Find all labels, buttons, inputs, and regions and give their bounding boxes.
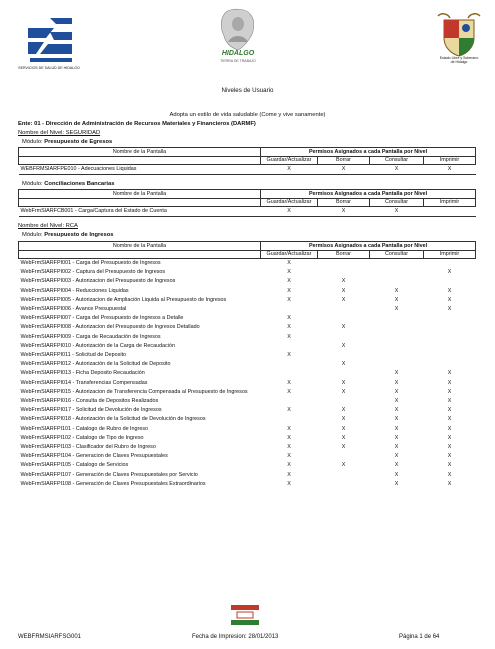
perm-imprimir: [424, 277, 476, 286]
perm-imprimir: [424, 333, 476, 342]
column-header-permissions: Permisos Asignados a cada Pantalla por Nivel: [261, 148, 476, 157]
table-row: [19, 342, 476, 351]
state-logo-text-line-2: de Hidalgo: [450, 60, 468, 65]
perm-guardar: X: [261, 207, 318, 217]
perm-imprimir: X: [447, 296, 452, 303]
perm-imprimir: X: [447, 471, 452, 478]
screen-name: WebFrmSIARFPI001 - Carga del Presupuesto de Ingresos: [20, 260, 161, 266]
perm-guardar: [261, 360, 318, 369]
screen-name: WebFrmSIARFPI005 - Autorizacion de Ampliación Liquida al Presupuesto de Ingresos: [20, 296, 227, 303]
screen-name: WebFrmSIARFPI011 - Solicitud de Deposito: [20, 352, 127, 359]
screen-name: WebFrmSIARFPI004 - Reducciones Liquidas: [20, 287, 129, 294]
perm-guardar: [261, 415, 318, 424]
screen-name: WebFrmSIARFPI107 - Generación de Claves Presupuestales por Servicio: [20, 471, 198, 478]
perm-guardar: X: [287, 315, 291, 322]
state-coat-of-arms-logo: [436, 12, 482, 58]
screen-name: WebFrmSIARFPI017 - Solicitud de Devolución de Ingresos: [20, 407, 162, 414]
footer-emblem-icon: [227, 603, 263, 627]
screen-name: WebFrmSIARFPI105 - Catalogo de Servicios: [20, 462, 129, 469]
perm-borrar: X: [318, 165, 370, 175]
module-label-prefix: Módulo:: [22, 139, 45, 145]
column-header-guardar: Guardar/Actualizar: [261, 251, 318, 259]
level-label: Nombre del Nivel: SEGURIDAD: [18, 130, 101, 136]
column-header-imprimir: Imprimir: [424, 199, 476, 207]
perm-guardar: X: [287, 333, 291, 340]
perm-guardar: X: [287, 388, 291, 395]
screen-name: WebFrmSIARFPI007 - Carga del Presupuesto de Ingresos a Detalle: [20, 315, 184, 322]
column-header-name: Nombre de la Pantalla: [19, 148, 261, 157]
perm-consultar: X: [394, 416, 399, 423]
perm-borrar: [318, 268, 370, 277]
perm-borrar: [318, 471, 370, 480]
perm-consultar: X: [394, 379, 399, 386]
table-row: [19, 323, 476, 332]
servicios-salud-logo: [20, 14, 76, 66]
footer-page-number: Página 1 de 64: [399, 634, 440, 640]
perm-guardar: X: [287, 471, 291, 478]
perm-consultar: X: [394, 388, 399, 395]
screen-name: WebFrmSIARFPI018 - Autorización de la Solicitud de Devolución de Ingresos: [20, 416, 206, 423]
footer-print-date: Fecha de Impresion: 28/01/2013: [192, 634, 279, 640]
perm-borrar: X: [341, 434, 346, 441]
table-row: [19, 452, 476, 461]
permissions-table: [18, 147, 476, 175]
column-header-imprimir: Imprimir: [424, 251, 476, 259]
perm-imprimir: X: [447, 370, 452, 377]
column-header-permissions: Permisos Asignados a cada Pantalla por Nivel: [261, 242, 476, 251]
column-header-permissions: Permisos Asignados a cada Pantalla por Nivel: [261, 190, 476, 199]
perm-consultar: X: [394, 306, 399, 313]
perm-consultar: X: [394, 407, 399, 414]
report-slogan: Adopta un estilo de vida saludable (Come y vive sanamente): [169, 112, 326, 118]
perm-guardar: [261, 305, 318, 314]
screen-name: WebFrmSIARFPI104 - Generacion de Claves Presupuestales: [20, 453, 168, 460]
perm-consultar: [370, 323, 424, 332]
perm-borrar: X: [341, 278, 346, 285]
footer-report-id: WEBFRMSIARFSG001: [18, 634, 82, 640]
perm-borrar: X: [341, 296, 346, 303]
table-row: [19, 461, 476, 470]
screen-name: WebFrmSIARFPI016 - Consulta de Depositos Realizados: [20, 398, 159, 405]
perm-guardar: X: [287, 407, 291, 414]
module-label: [22, 181, 114, 187]
perm-guardar: X: [287, 379, 291, 386]
state-logo-text: [432, 56, 486, 64]
table-row: [19, 471, 476, 480]
perm-guardar: [261, 369, 318, 378]
screen-name: WebFrmSIARFPI010 - Autorización de la Carga de Recaudación: [20, 342, 176, 349]
module-label-name: Conciliaciones Bancarias: [44, 181, 115, 187]
screen-name: WebFrmSIARFPI002 - Captura del Presupuesto de Ingresos: [20, 269, 166, 276]
column-header-name: Nombre de la Pantalla: [19, 190, 261, 199]
perm-guardar: [261, 342, 318, 351]
module-label-prefix: Módulo:: [22, 181, 45, 187]
module-label-prefix: Módulo:: [22, 232, 45, 238]
perm-borrar: [318, 452, 370, 461]
table-row: [19, 351, 476, 360]
level-label: Nombre del Nivel: RCA: [18, 223, 78, 229]
perm-borrar: [318, 351, 370, 360]
perm-consultar: X: [394, 480, 399, 487]
table-row: [19, 287, 476, 296]
column-header-blank: [19, 199, 261, 207]
table-row: [19, 268, 476, 277]
perm-consultar: X: [394, 471, 399, 478]
perm-consultar: X: [394, 296, 399, 303]
table-row: [19, 207, 476, 217]
perm-consultar: X: [394, 462, 399, 469]
perm-guardar: X: [287, 444, 291, 451]
screen-name: WebFrmSIARFPI014 - Transferencias Compensadas: [20, 379, 148, 386]
perm-imprimir: [424, 207, 476, 217]
perm-borrar: X: [341, 416, 346, 423]
perm-guardar: X: [287, 287, 291, 294]
perm-borrar: [318, 480, 370, 489]
perm-imprimir: X: [447, 306, 452, 313]
perm-borrar: [318, 259, 370, 269]
perm-imprimir: [424, 323, 476, 332]
screen-name: WebFrmSIARFPI012 - Autorización de la Solicitud de Deposito: [20, 361, 171, 368]
perm-borrar: X: [341, 388, 346, 395]
perm-borrar: X: [318, 207, 370, 217]
table-row: [19, 369, 476, 378]
perm-consultar: [370, 360, 424, 369]
module-label: [22, 139, 112, 145]
perm-consultar: X: [394, 287, 399, 294]
perm-imprimir: X: [447, 453, 452, 460]
perm-imprimir: X: [447, 425, 452, 432]
perm-guardar: X: [287, 269, 291, 276]
table-row: [19, 314, 476, 323]
perm-borrar: X: [341, 462, 346, 469]
table-row: [19, 415, 476, 424]
column-header-blank: [19, 157, 261, 165]
table-row: [19, 480, 476, 489]
table-row: [19, 406, 476, 415]
screen-name: WebFrmSIARFPI013 - Ficha Deposito Recaudación: [20, 370, 145, 377]
perm-consultar: X: [394, 398, 399, 405]
perm-imprimir: [424, 360, 476, 369]
perm-borrar: X: [341, 425, 346, 432]
module-label-name: Presupuesto de Egresos: [44, 139, 113, 145]
perm-consultar: X: [394, 370, 399, 377]
perm-consultar: [370, 259, 424, 269]
permissions-table: [18, 241, 476, 489]
column-header-borrar: Borrar: [318, 251, 370, 259]
perm-imprimir: [424, 342, 476, 351]
servicios-salud-logo-text: SERVICIOS DE SALUD DE HIDALGO: [18, 66, 80, 70]
column-header-guardar: Guardar/Actualizar: [261, 199, 318, 207]
permissions-table: [18, 189, 476, 217]
perm-consultar: X: [394, 444, 399, 451]
perm-consultar: [370, 268, 424, 277]
perm-guardar: X: [287, 296, 291, 303]
screen-name: WebFrmSIARFPI006 - Avance Presupuestal: [20, 306, 127, 313]
state-logo-text-line-1: Estado Libre y Soberano: [439, 56, 479, 60]
perm-guardar: X: [287, 453, 291, 460]
hidalgo-logo-tagline: TIERRA DE TRABAJO: [220, 59, 256, 63]
screen-name: WebFrmSIARFPI102 - Catalogo de Tipo de Ingreso: [20, 434, 144, 441]
table-row: [19, 397, 476, 406]
perm-guardar: X: [287, 260, 291, 266]
table-row: [19, 360, 476, 369]
perm-guardar: X: [287, 462, 291, 469]
screen-name: WebFrmSIARFPI003 - Autorizacion del Presupuesto de Ingresos: [20, 278, 176, 285]
perm-borrar: [318, 314, 370, 323]
perm-imprimir: [424, 259, 476, 269]
screen-name: WebFrmSIARFPI103 - Clasificador del Rubro de Ingreso: [20, 444, 156, 451]
column-header-imprimir: Imprimir: [424, 157, 476, 165]
column-header-borrar: Borrar: [318, 157, 370, 165]
hidalgo-logo-name: HIDALGO: [221, 50, 255, 57]
perm-consultar: X: [370, 207, 424, 217]
table-row: [19, 296, 476, 305]
perm-imprimir: X: [447, 269, 452, 276]
screen-name: WebFrmSIARFPI108 - Generación de Claves Presupuestales Extraordinarios: [20, 480, 206, 487]
screen-name: WebFrmSIARFCB001 - Carga/Captura del Estado de Cuenta: [19, 207, 261, 217]
ente-label: Ente: 01 - Dirección de Administración de Recursos Materiales y Financieros (DARMF): [18, 121, 256, 127]
perm-consultar: X: [394, 425, 399, 432]
perm-guardar: X: [287, 480, 291, 487]
table-row: [19, 259, 476, 269]
perm-guardar: [261, 397, 318, 406]
perm-borrar: [318, 397, 370, 406]
perm-consultar: [370, 277, 424, 286]
screen-name: WEBFRMSIARFPE010 - Adecuaciones Liquidas: [19, 165, 261, 175]
table-row: [19, 379, 476, 388]
table-row: [19, 443, 476, 452]
perm-imprimir: X: [447, 388, 452, 395]
column-header-consultar: Consultar: [370, 251, 424, 259]
perm-borrar: X: [341, 287, 346, 294]
perm-guardar: X: [261, 165, 318, 175]
screen-name: WebFrmSIARFPI101 - Catalogo de Rubro de Ingreso: [20, 425, 149, 432]
table-row: [19, 333, 476, 342]
table-row: [19, 425, 476, 434]
perm-imprimir: X: [447, 407, 452, 414]
perm-borrar: [318, 305, 370, 314]
perm-borrar: X: [341, 342, 346, 349]
column-header-blank: [19, 251, 261, 259]
perm-imprimir: X: [424, 165, 476, 175]
perm-borrar: X: [341, 324, 346, 331]
perm-consultar: X: [394, 453, 399, 460]
perm-guardar: X: [287, 324, 291, 331]
table-row: [19, 434, 476, 443]
perm-imprimir: X: [447, 287, 452, 294]
table-row: [19, 165, 476, 175]
perm-borrar: [318, 369, 370, 378]
table-row: [19, 305, 476, 314]
perm-imprimir: [424, 351, 476, 360]
perm-borrar: X: [341, 407, 346, 414]
column-header-consultar: Consultar: [370, 157, 424, 165]
perm-imprimir: X: [447, 416, 452, 423]
perm-consultar: [370, 351, 424, 360]
column-header-borrar: Borrar: [318, 199, 370, 207]
perm-borrar: X: [341, 361, 346, 368]
perm-consultar: [370, 333, 424, 342]
table-row: [19, 388, 476, 397]
perm-borrar: X: [341, 444, 346, 451]
perm-consultar: [370, 314, 424, 323]
perm-imprimir: X: [447, 379, 452, 386]
column-header-name: Nombre de la Pantalla: [19, 242, 261, 251]
module-label-name: Presupuesto de Ingresos: [44, 232, 114, 238]
perm-borrar: [318, 333, 370, 342]
table-row: [19, 277, 476, 286]
report-title: Niveles de Usuario: [221, 87, 274, 94]
hidalgo-logo: [212, 6, 264, 66]
perm-guardar: X: [287, 278, 291, 285]
perm-guardar: X: [287, 352, 291, 359]
perm-guardar: X: [287, 425, 291, 432]
screen-name: WebFrmSIARFPI015 - Autorizacion de Transferencia Compensada al Presupuesto de Ingresos: [20, 388, 248, 395]
perm-consultar: [370, 342, 424, 351]
perm-imprimir: X: [447, 480, 452, 487]
perm-imprimir: X: [447, 434, 452, 441]
screen-name: WebFrmSIARFPI008 - Autorizacion del Presupuesto de Ingresos Detallado: [20, 324, 200, 331]
perm-imprimir: X: [447, 444, 452, 451]
perm-guardar: X: [287, 434, 291, 441]
perm-consultar: X: [370, 165, 424, 175]
perm-imprimir: [424, 314, 476, 323]
module-label: [22, 232, 114, 238]
perm-imprimir: X: [447, 462, 452, 469]
screen-name: WebFrmSIARFPI009 - Carga de Recaudación de Ingresos: [20, 333, 161, 340]
column-header-consultar: Consultar: [370, 199, 424, 207]
perm-imprimir: X: [447, 398, 452, 405]
perm-borrar: X: [341, 379, 346, 386]
column-header-guardar: Guardar/Actualizar: [261, 157, 318, 165]
perm-consultar: X: [394, 434, 399, 441]
rca-table-body: [19, 259, 476, 490]
